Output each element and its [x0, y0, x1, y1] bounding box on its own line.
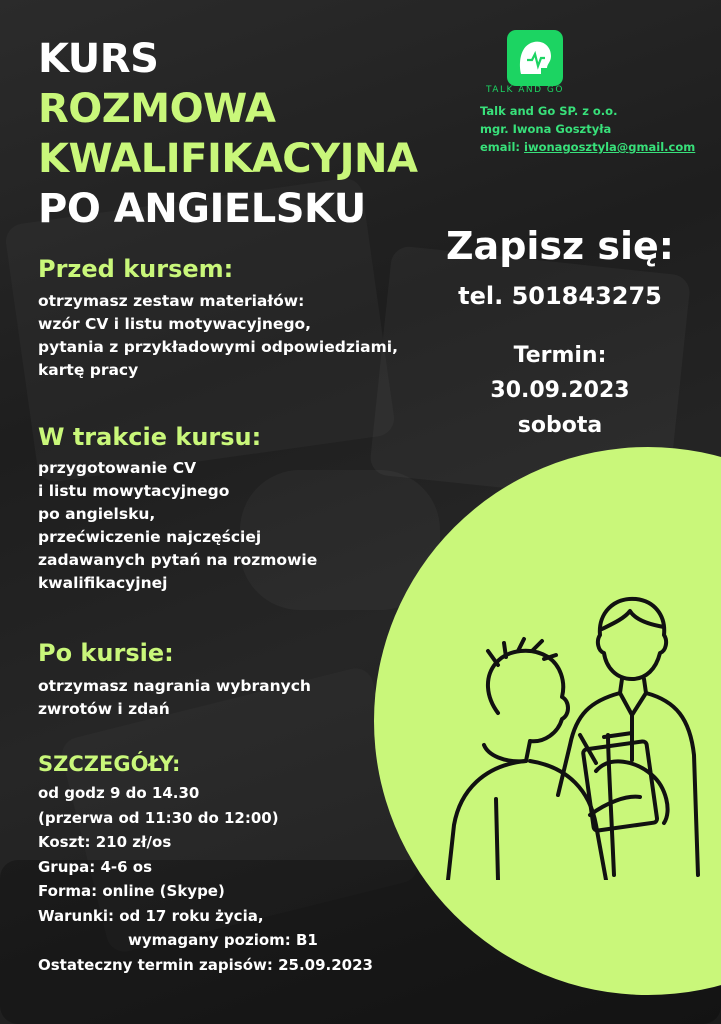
title-kwalifikacyjna: KWALIFIKACYJNA — [38, 136, 418, 182]
during-list — [38, 457, 317, 595]
email-label: email: — [480, 140, 525, 154]
after-heading: Po kursie: — [38, 639, 174, 667]
list-item: od godz 9 do 14.30 — [38, 784, 200, 802]
before-heading: Przed kursem: — [38, 255, 234, 283]
title-rozmowa: ROZMOWA — [38, 86, 276, 132]
company-email-row — [480, 138, 695, 156]
list-item: wymagany poziom: B1 — [128, 931, 318, 949]
list-item: otrzymasz nagrania wybranych — [38, 677, 311, 695]
list-item: Forma: online (Skype) — [38, 882, 225, 900]
after-list — [38, 675, 311, 721]
list-item: Koszt: 210 zł/os — [38, 833, 172, 851]
list-item: pytania z przykładowymi odpowiedziami, — [38, 338, 398, 356]
list-item: kwalifikacyjnej — [38, 574, 168, 592]
before-list — [38, 290, 398, 382]
during-heading: W trakcie kursu: — [38, 423, 262, 451]
list-item: zadawanych pytań na rozmowie — [38, 551, 318, 569]
email-link[interactable]: iwonagosztyla@gmail.com — [524, 140, 696, 154]
list-item: i listu mowytacyjnego — [38, 482, 230, 500]
company-person: mgr. Iwona Gosztyła — [480, 122, 612, 136]
list-item: przygotowanie CV — [38, 459, 197, 477]
list-item: Ostateczny termin zapisów: 25.09.2023 — [38, 955, 373, 974]
head-talk-icon — [507, 30, 563, 86]
details-heading: SZCZEGÓŁY: — [38, 752, 181, 776]
date-value: 30.09.2023 — [490, 378, 630, 403]
signup-phone[interactable]: tel. 501843275 — [458, 282, 662, 310]
title-kurs: KURS — [38, 36, 159, 82]
list-item: wzór CV i listu motywacyjnego, — [38, 315, 312, 333]
interview-people-icon — [440, 585, 710, 884]
list-item: Warunki: od 17 roku życia, — [38, 906, 264, 925]
list-item: Grupa: 4-6 os — [38, 857, 153, 876]
title-po-angielsku: PO ANGIELSKU — [38, 186, 366, 232]
list-item: kartę pracy — [38, 361, 139, 379]
list-item: przećwiczenie najczęściej — [38, 528, 262, 546]
signup-heading: Zapisz się: — [446, 224, 674, 268]
date-day: sobota — [517, 413, 603, 438]
list-item: (przerwa od 11:30 do 12:00) — [38, 808, 279, 827]
list-item: otrzymasz zestaw materiałów: — [38, 292, 305, 310]
list-item: po angielsku, — [38, 505, 156, 523]
details-list — [38, 781, 373, 977]
logo-name: TALK AND GO — [486, 85, 564, 95]
company-info — [480, 102, 695, 156]
signup-date-block — [444, 338, 676, 443]
company-name: Talk and Go SP. z o.o. — [480, 104, 618, 118]
date-label: Termin: — [513, 343, 607, 368]
list-item: zwrotów i zdań — [38, 700, 170, 718]
